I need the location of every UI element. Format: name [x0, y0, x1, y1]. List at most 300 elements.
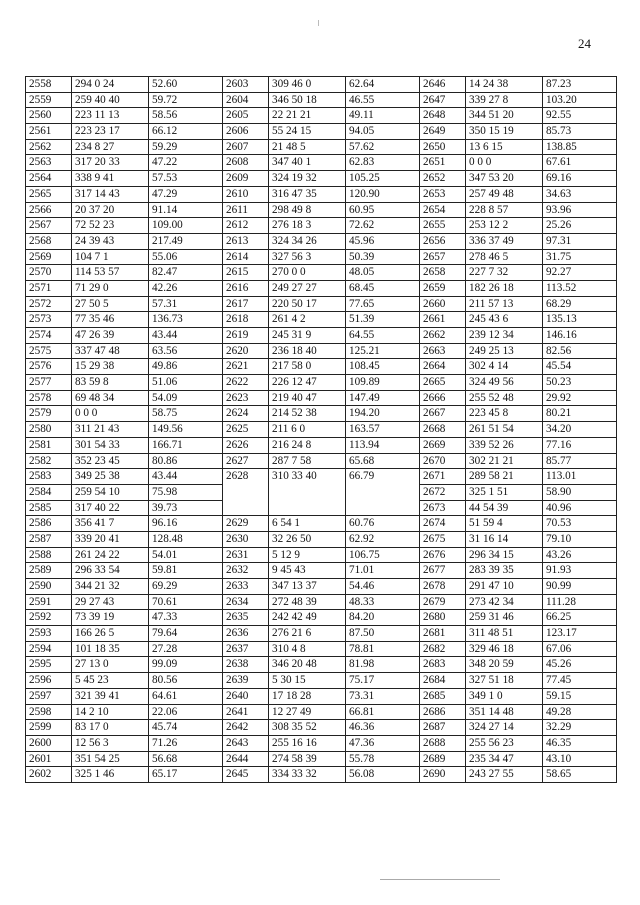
table-row: [26, 579, 617, 595]
angle-cell: 6 54 1: [269, 516, 346, 532]
angle-cell: 47 26 39: [72, 328, 149, 344]
distance-cell: 113.52: [543, 280, 617, 296]
distance-cell: 82.47: [149, 265, 223, 281]
angle-cell: 243 27 55: [466, 767, 543, 783]
distance-cell: 40.96: [543, 500, 617, 516]
distance-cell: 49.86: [149, 359, 223, 375]
distance-cell: 32.29: [543, 720, 617, 736]
angle-cell: 344 51 20: [466, 108, 543, 124]
point-id-cell: 2594: [26, 641, 72, 657]
point-id-cell: 2560: [26, 108, 72, 124]
distance-cell: 62.64: [346, 77, 420, 93]
angle-cell: 77 35 46: [72, 312, 149, 328]
point-id-cell: 2574: [26, 328, 72, 344]
distance-cell: 81.98: [346, 657, 420, 673]
table-row: [26, 626, 617, 642]
table-row: [26, 531, 617, 547]
angle-cell: 349 25 38: [72, 469, 149, 485]
table-row: [26, 265, 617, 281]
table-row: [26, 406, 617, 422]
distance-cell: 103.20: [543, 92, 617, 108]
point-id-cell: 2664: [420, 359, 466, 375]
point-id-cell: 2661: [420, 312, 466, 328]
point-id-cell: 2675: [420, 531, 466, 547]
angle-cell: 317 40 22: [72, 500, 149, 516]
distance-cell: 113.01: [543, 469, 617, 485]
table-row: [26, 673, 617, 689]
point-id-cell: 2688: [420, 735, 466, 751]
angle-cell: 339 20 41: [72, 531, 149, 547]
distance-cell: 80.21: [543, 406, 617, 422]
angle-cell: 356 41 7: [72, 516, 149, 532]
distance-cell: 58.65: [543, 767, 617, 783]
angle-cell: 72 52 23: [72, 218, 149, 234]
distance-cell: 60.95: [346, 202, 420, 218]
point-id-cell: 2668: [420, 422, 466, 438]
angle-cell: 0 0 0: [72, 406, 149, 422]
distance-cell: 97.31: [543, 233, 617, 249]
angle-cell: 324 27 14: [466, 720, 543, 736]
point-id-cell: 2571: [26, 280, 72, 296]
point-id-cell: 2572: [26, 296, 72, 312]
table-row: [26, 92, 617, 108]
angle-cell: 5 45 23: [72, 673, 149, 689]
distance-cell: 138.85: [543, 139, 617, 155]
point-id-cell: 2575: [26, 343, 72, 359]
point-id-cell: 2567: [26, 218, 72, 234]
point-id-cell: 2562: [26, 139, 72, 155]
table-row: [26, 720, 617, 736]
distance-cell: 51.39: [346, 312, 420, 328]
distance-cell: 60.76: [346, 516, 420, 532]
distance-cell: 146.16: [543, 328, 617, 344]
angle-cell: 276 21 6: [269, 626, 346, 642]
angle-cell: 223 11 13: [72, 108, 149, 124]
angle-cell: 336 37 49: [466, 233, 543, 249]
distance-cell: 47.33: [149, 610, 223, 626]
angle-cell: 257 49 48: [466, 186, 543, 202]
point-id-cell: 2631: [223, 547, 269, 563]
distance-cell: 64.61: [149, 688, 223, 704]
point-id-cell: 2637: [223, 641, 269, 657]
distance-cell: 52.60: [149, 77, 223, 93]
point-id-cell: 2649: [420, 124, 466, 140]
angle-cell: 310 4 8: [269, 641, 346, 657]
point-id-cell: 2672: [420, 484, 466, 500]
angle-cell: 249 25 13: [466, 343, 543, 359]
angle-cell: 24 39 43: [72, 233, 149, 249]
table-row: [26, 171, 617, 187]
angle-cell: 334 33 32: [269, 767, 346, 783]
angle-cell: 31 16 14: [466, 531, 543, 547]
distance-cell: 31.75: [543, 249, 617, 265]
angle-cell: 20 37 20: [72, 202, 149, 218]
point-id-cell: 2677: [420, 563, 466, 579]
distance-cell: 77.16: [543, 437, 617, 453]
point-id-cell: 2651: [420, 155, 466, 171]
point-id-cell: 2633: [223, 579, 269, 595]
table-row: [26, 249, 617, 265]
table-row: [26, 124, 617, 140]
point-id-cell: 2643: [223, 735, 269, 751]
angle-cell: 242 42 49: [269, 610, 346, 626]
angle-cell: 261 4 2: [269, 312, 346, 328]
point-id-cell: 2559: [26, 92, 72, 108]
point-id-cell: 2612: [223, 218, 269, 234]
distance-cell: 67.61: [543, 155, 617, 171]
table-row: [26, 328, 617, 344]
distance-cell: 25.26: [543, 218, 617, 234]
point-id-cell: 2628: [223, 469, 269, 516]
distance-cell: 78.81: [346, 641, 420, 657]
angle-cell: 309 46 0: [269, 77, 346, 93]
angle-cell: 346 20 48: [269, 657, 346, 673]
point-id-cell: 2638: [223, 657, 269, 673]
distance-cell: 54.46: [346, 579, 420, 595]
table-row: [26, 233, 617, 249]
angle-cell: 101 18 35: [72, 641, 149, 657]
angle-cell: 73 39 19: [72, 610, 149, 626]
distance-cell: 47.29: [149, 186, 223, 202]
angle-cell: 14 24 38: [466, 77, 543, 93]
table-row: [26, 469, 617, 485]
angle-cell: 239 12 34: [466, 328, 543, 344]
point-id-cell: 2604: [223, 92, 269, 108]
distance-cell: 108.45: [346, 359, 420, 375]
angle-cell: 339 27 8: [466, 92, 543, 108]
distance-cell: 39.73: [149, 500, 223, 516]
angle-cell: 350 15 19: [466, 124, 543, 140]
point-id-cell: 2601: [26, 751, 72, 767]
distance-cell: 99.09: [149, 657, 223, 673]
point-id-cell: 2570: [26, 265, 72, 281]
angle-cell: 211 6 0: [269, 422, 346, 438]
distance-cell: 91.14: [149, 202, 223, 218]
point-id-cell: 2616: [223, 280, 269, 296]
point-id-cell: 2600: [26, 735, 72, 751]
point-id-cell: 2613: [223, 233, 269, 249]
angle-cell: 71 29 0: [72, 280, 149, 296]
distance-cell: 59.72: [149, 92, 223, 108]
point-id-cell: 2599: [26, 720, 72, 736]
point-id-cell: 2622: [223, 375, 269, 391]
angle-cell: 5 30 15: [269, 673, 346, 689]
distance-cell: 62.83: [346, 155, 420, 171]
angle-cell: 182 26 18: [466, 280, 543, 296]
point-id-cell: 2689: [420, 751, 466, 767]
point-id-cell: 2623: [223, 390, 269, 406]
distance-cell: 123.17: [543, 626, 617, 642]
distance-cell: 58.75: [149, 406, 223, 422]
distance-cell: 109.89: [346, 375, 420, 391]
distance-cell: 22.06: [149, 704, 223, 720]
angle-cell: 27 50 5: [72, 296, 149, 312]
point-id-cell: 2654: [420, 202, 466, 218]
distance-cell: 92.55: [543, 108, 617, 124]
distance-cell: 66.12: [149, 124, 223, 140]
distance-cell: 63.56: [149, 343, 223, 359]
distance-cell: 92.27: [543, 265, 617, 281]
angle-cell: 27 13 0: [72, 657, 149, 673]
point-id-cell: 2685: [420, 688, 466, 704]
point-id-cell: 2641: [223, 704, 269, 720]
point-id-cell: 2673: [420, 500, 466, 516]
angle-cell: 104 7 1: [72, 249, 149, 265]
point-id-cell: 2658: [420, 265, 466, 281]
distance-cell: 113.94: [346, 437, 420, 453]
distance-cell: 69.16: [543, 171, 617, 187]
point-id-cell: 2602: [26, 767, 72, 783]
distance-cell: 128.48: [149, 531, 223, 547]
point-id-cell: 2576: [26, 359, 72, 375]
angle-cell: 0 0 0: [466, 155, 543, 171]
angle-cell: 9 45 43: [269, 563, 346, 579]
point-id-cell: 2632: [223, 563, 269, 579]
table-row: [26, 751, 617, 767]
angle-cell: 311 21 43: [72, 422, 149, 438]
distance-cell: 82.56: [543, 343, 617, 359]
angle-cell: 227 7 32: [466, 265, 543, 281]
angle-cell: 216 24 8: [269, 437, 346, 453]
angle-cell: 270 0 0: [269, 265, 346, 281]
point-id-cell: 2647: [420, 92, 466, 108]
angle-cell: 214 52 38: [269, 406, 346, 422]
distance-cell: 57.62: [346, 139, 420, 155]
distance-cell: 27.28: [149, 641, 223, 657]
table-row: [26, 688, 617, 704]
distance-cell: 55.78: [346, 751, 420, 767]
angle-cell: 325 1 51: [466, 484, 543, 500]
data-table: [25, 76, 617, 783]
point-id-cell: 2674: [420, 516, 466, 532]
point-id-cell: 2578: [26, 390, 72, 406]
distance-cell: 68.45: [346, 280, 420, 296]
angle-cell: 283 39 35: [466, 563, 543, 579]
distance-cell: 51.06: [149, 375, 223, 391]
angle-cell: 29 27 43: [72, 594, 149, 610]
angle-cell: 255 56 23: [466, 735, 543, 751]
point-id-cell: 2587: [26, 531, 72, 547]
table-row: [26, 516, 617, 532]
distance-cell: 46.35: [543, 735, 617, 751]
angle-cell: 261 24 22: [72, 547, 149, 563]
distance-cell: 87.50: [346, 626, 420, 642]
point-id-cell: 2625: [223, 422, 269, 438]
point-id-cell: 2660: [420, 296, 466, 312]
point-id-cell: 2591: [26, 594, 72, 610]
table-row: [26, 375, 617, 391]
angle-cell: 317 20 33: [72, 155, 149, 171]
point-id-cell: 2659: [420, 280, 466, 296]
angle-cell: 291 47 10: [466, 579, 543, 595]
angle-cell: 276 18 3: [269, 218, 346, 234]
angle-cell: 337 47 48: [72, 343, 149, 359]
distance-cell: 85.73: [543, 124, 617, 140]
point-id-cell: 2597: [26, 688, 72, 704]
distance-cell: 79.10: [543, 531, 617, 547]
angle-cell: 223 23 17: [72, 124, 149, 140]
point-id-cell: 2652: [420, 171, 466, 187]
point-id-cell: 2592: [26, 610, 72, 626]
point-id-cell: 2589: [26, 563, 72, 579]
point-id-cell: 2655: [420, 218, 466, 234]
angle-cell: 217 58 0: [269, 359, 346, 375]
distance-cell: 135.13: [543, 312, 617, 328]
point-id-cell: 2665: [420, 375, 466, 391]
angle-cell: 245 31 9: [269, 328, 346, 344]
distance-cell: 96.16: [149, 516, 223, 532]
table-row: [26, 594, 617, 610]
angle-cell: 211 57 13: [466, 296, 543, 312]
point-id-cell: 2619: [223, 328, 269, 344]
angle-cell: 259 31 46: [466, 610, 543, 626]
point-id-cell: 2645: [223, 767, 269, 783]
point-id-cell: 2671: [420, 469, 466, 485]
distance-cell: 106.75: [346, 547, 420, 563]
point-id-cell: 2615: [223, 265, 269, 281]
distance-cell: 46.55: [346, 92, 420, 108]
point-id-cell: 2573: [26, 312, 72, 328]
point-id-cell: 2681: [420, 626, 466, 642]
point-id-cell: 2569: [26, 249, 72, 265]
table-row: [26, 155, 617, 171]
point-id-cell: 2561: [26, 124, 72, 140]
distance-cell: 105.25: [346, 171, 420, 187]
page-number: 24: [578, 36, 591, 51]
angle-cell: 15 29 38: [72, 359, 149, 375]
angle-cell: 236 18 40: [269, 343, 346, 359]
distance-cell: 91.93: [543, 563, 617, 579]
distance-cell: 85.77: [543, 453, 617, 469]
angle-cell: 324 34 26: [269, 233, 346, 249]
angle-cell: 349 1 0: [466, 688, 543, 704]
distance-cell: 84.20: [346, 610, 420, 626]
distance-cell: 55.06: [149, 249, 223, 265]
angle-cell: 259 54 10: [72, 484, 149, 500]
distance-cell: 43.10: [543, 751, 617, 767]
point-id-cell: 2624: [223, 406, 269, 422]
scan-mark: [318, 20, 319, 26]
point-id-cell: 2588: [26, 547, 72, 563]
distance-cell: 29.92: [543, 390, 617, 406]
distance-cell: 66.79: [346, 469, 420, 516]
distance-cell: 56.68: [149, 751, 223, 767]
angle-cell: 51 59 4: [466, 516, 543, 532]
footer-rule: [380, 879, 500, 880]
distance-cell: 67.06: [543, 641, 617, 657]
point-id-cell: 2682: [420, 641, 466, 657]
distance-cell: 125.21: [346, 343, 420, 359]
angle-cell: 351 54 25: [72, 751, 149, 767]
point-id-cell: 2605: [223, 108, 269, 124]
table-row: [26, 77, 617, 93]
angle-cell: 324 49 56: [466, 375, 543, 391]
point-id-cell: 2596: [26, 673, 72, 689]
distance-cell: 70.53: [543, 516, 617, 532]
distance-cell: 50.23: [543, 375, 617, 391]
angle-cell: 249 27 27: [269, 280, 346, 296]
distance-cell: 47.22: [149, 155, 223, 171]
angle-cell: 55 24 15: [269, 124, 346, 140]
table-row: [26, 657, 617, 673]
distance-cell: 34.20: [543, 422, 617, 438]
point-id-cell: 2680: [420, 610, 466, 626]
distance-cell: 49.28: [543, 704, 617, 720]
table-row: [26, 767, 617, 783]
angle-cell: 255 52 48: [466, 390, 543, 406]
distance-cell: 47.36: [346, 735, 420, 751]
table-row: [26, 641, 617, 657]
angle-cell: 302 4 14: [466, 359, 543, 375]
point-id-cell: 2566: [26, 202, 72, 218]
point-id-cell: 2687: [420, 720, 466, 736]
distance-cell: 77.65: [346, 296, 420, 312]
distance-cell: 42.26: [149, 280, 223, 296]
distance-cell: 70.61: [149, 594, 223, 610]
point-id-cell: 2667: [420, 406, 466, 422]
angle-cell: 259 40 40: [72, 92, 149, 108]
distance-cell: 56.08: [346, 767, 420, 783]
distance-cell: 66.81: [346, 704, 420, 720]
distance-cell: 71.01: [346, 563, 420, 579]
angle-cell: 339 52 26: [466, 437, 543, 453]
angle-cell: 327 56 3: [269, 249, 346, 265]
distance-cell: 163.57: [346, 422, 420, 438]
distance-cell: 71.26: [149, 735, 223, 751]
point-id-cell: 2676: [420, 547, 466, 563]
distance-cell: 80.86: [149, 453, 223, 469]
point-id-cell: 2595: [26, 657, 72, 673]
point-id-cell: 2607: [223, 139, 269, 155]
distance-cell: 45.54: [543, 359, 617, 375]
distance-cell: 90.99: [543, 579, 617, 595]
angle-cell: 226 12 47: [269, 375, 346, 391]
angle-cell: 298 49 8: [269, 202, 346, 218]
distance-cell: 79.64: [149, 626, 223, 642]
distance-cell: 48.05: [346, 265, 420, 281]
point-id-cell: 2678: [420, 579, 466, 595]
table-row: [26, 108, 617, 124]
point-id-cell: 2679: [420, 594, 466, 610]
table-row: [26, 437, 617, 453]
angle-cell: 348 20 59: [466, 657, 543, 673]
table-row: [26, 218, 617, 234]
point-id-cell: 2568: [26, 233, 72, 249]
angle-cell: 302 21 21: [466, 453, 543, 469]
angle-cell: 12 56 3: [72, 735, 149, 751]
distance-cell: 73.31: [346, 688, 420, 704]
point-id-cell: 2630: [223, 531, 269, 547]
angle-cell: 235 34 47: [466, 751, 543, 767]
angle-cell: 83 59 8: [72, 375, 149, 391]
point-id-cell: 2663: [420, 343, 466, 359]
point-id-cell: 2621: [223, 359, 269, 375]
point-id-cell: 2666: [420, 390, 466, 406]
point-id-cell: 2606: [223, 124, 269, 140]
angle-cell: 253 12 2: [466, 218, 543, 234]
angle-cell: 352 23 45: [72, 453, 149, 469]
angle-cell: 44 54 39: [466, 500, 543, 516]
table-row: [26, 280, 617, 296]
point-id-cell: 2586: [26, 516, 72, 532]
point-id-cell: 2614: [223, 249, 269, 265]
angle-cell: 287 7 58: [269, 453, 346, 469]
angle-cell: 344 21 32: [72, 579, 149, 595]
point-id-cell: 2558: [26, 77, 72, 93]
distance-cell: 43.44: [149, 469, 223, 485]
point-id-cell: 2620: [223, 343, 269, 359]
distance-cell: 69.29: [149, 579, 223, 595]
